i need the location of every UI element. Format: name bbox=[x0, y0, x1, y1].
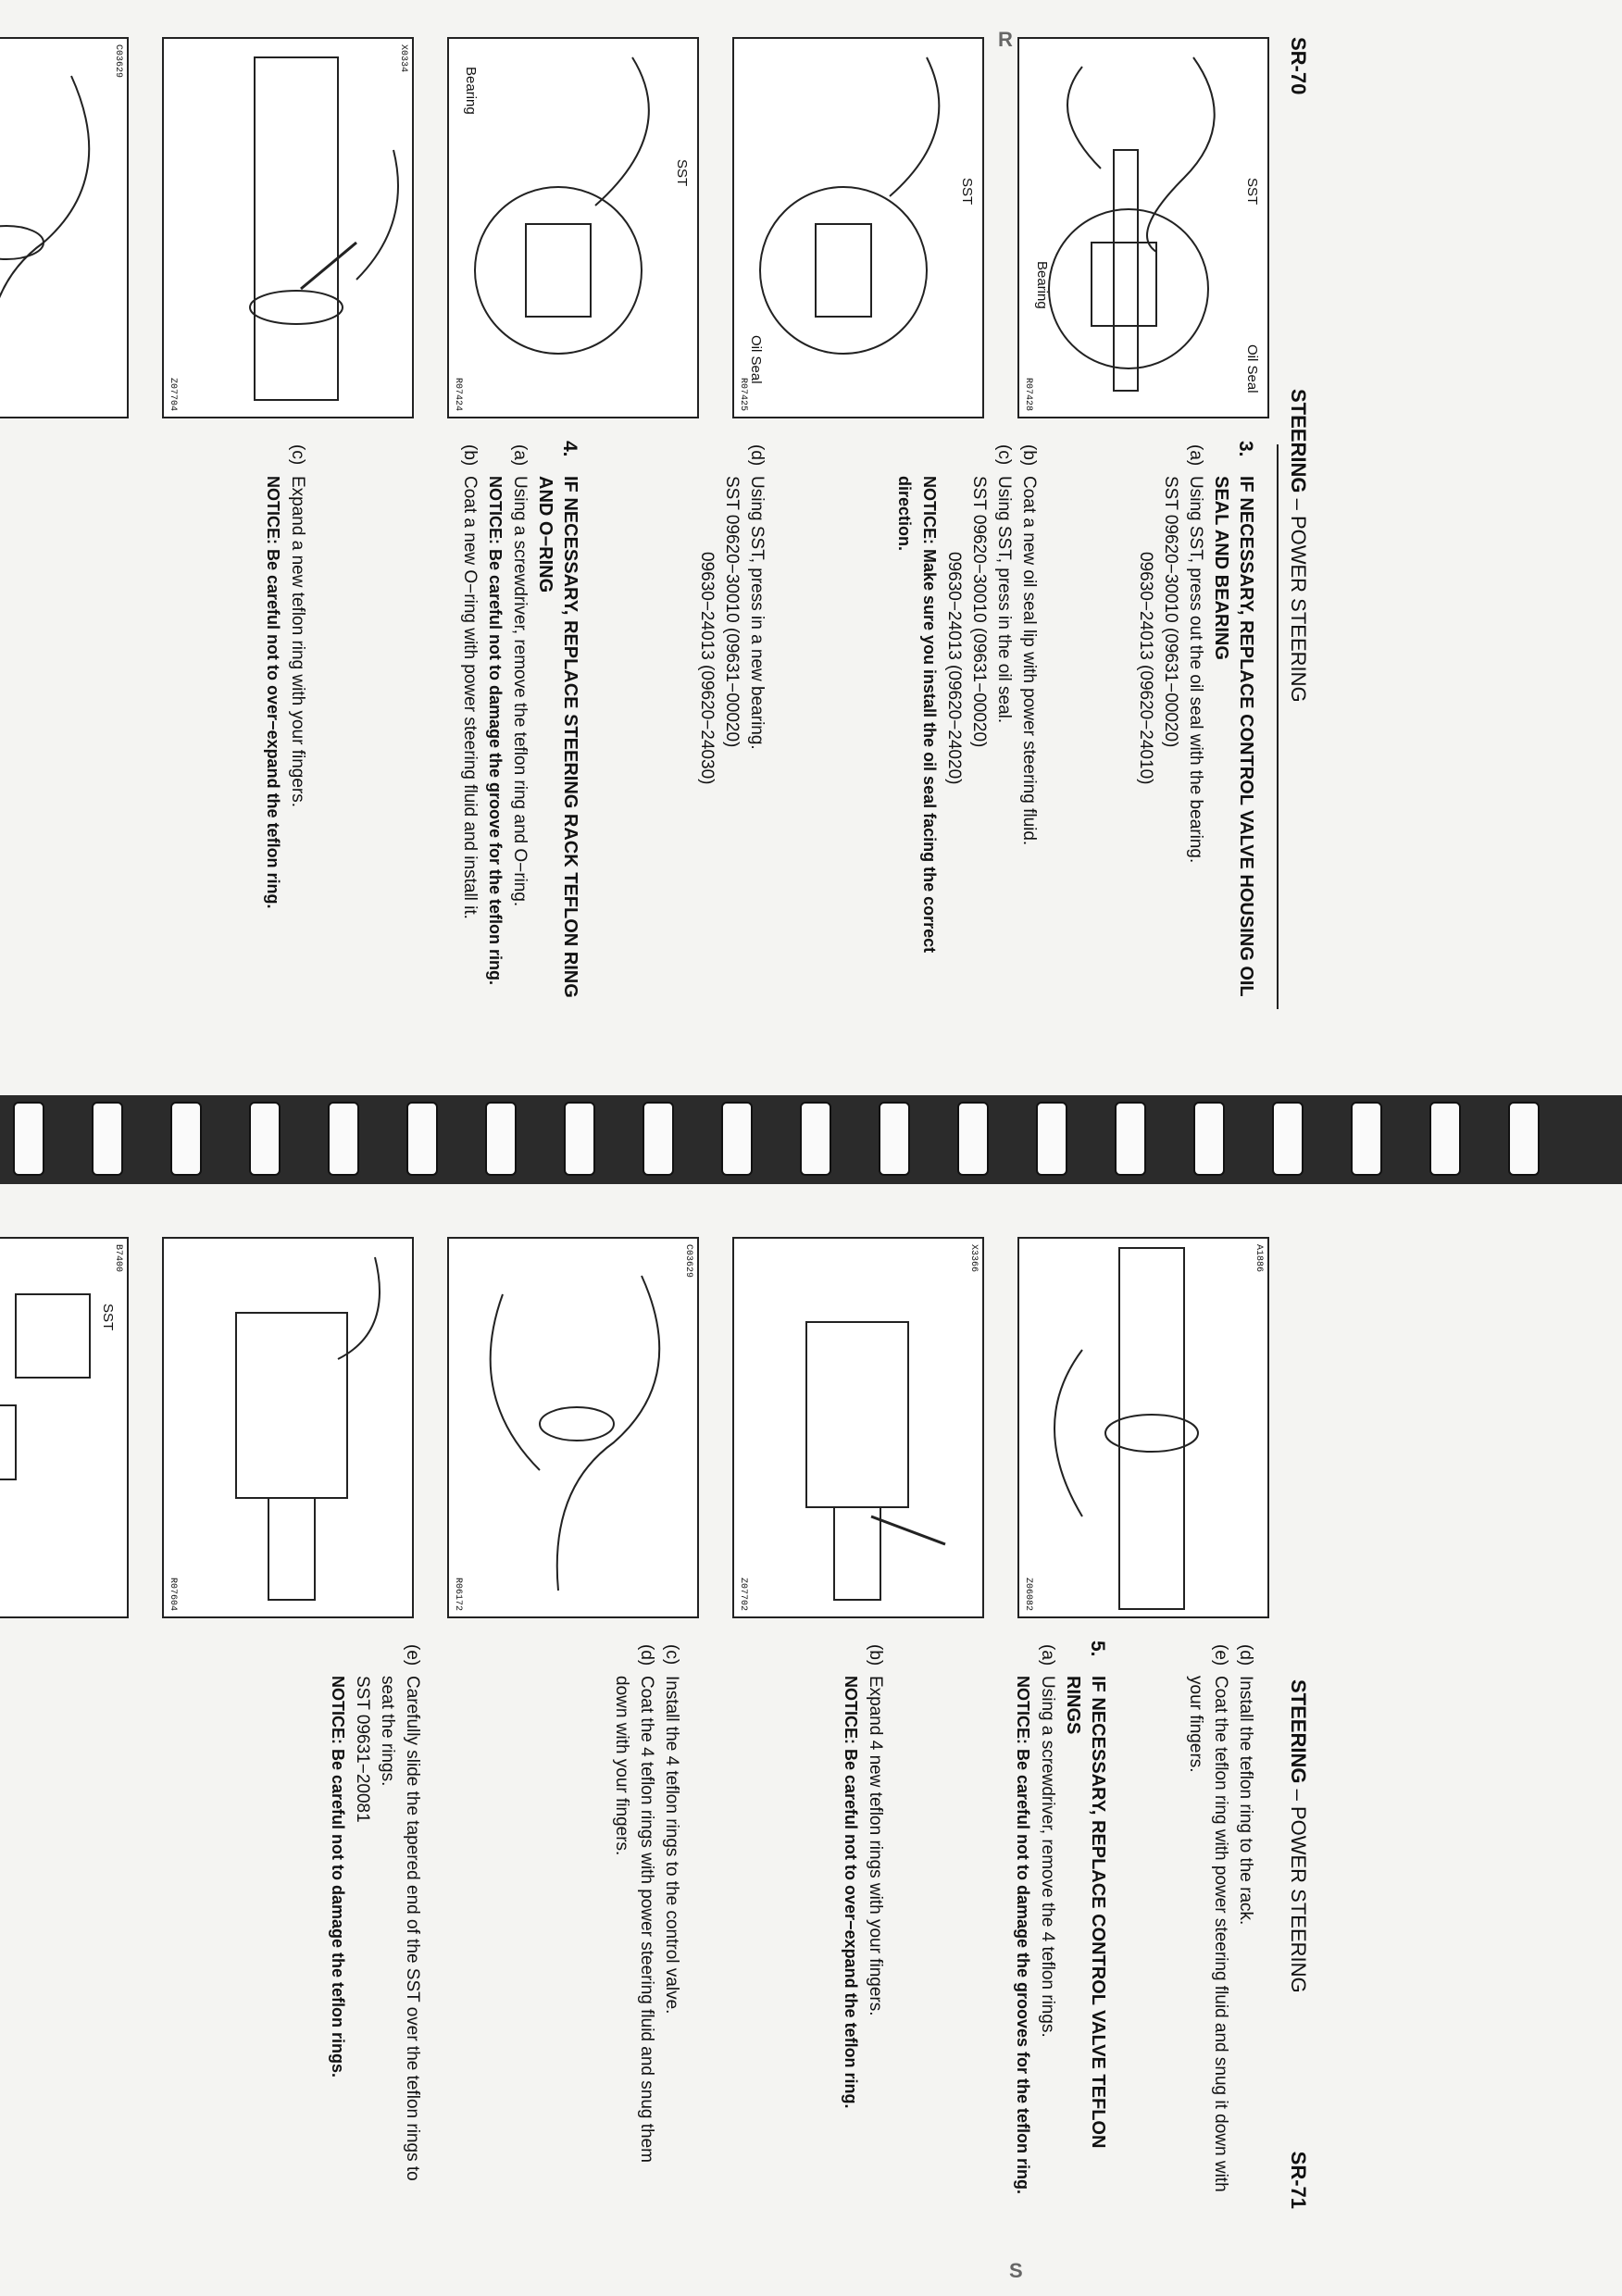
label-sst: SST bbox=[674, 159, 690, 187]
figure-code: Z07704 bbox=[168, 377, 178, 411]
binding-ring bbox=[92, 1102, 123, 1176]
page-number: SR-71 bbox=[1287, 2151, 1310, 2209]
binding-ring bbox=[1508, 1102, 1540, 1176]
step-item: (b) Coat a new O−ring with power steering fluid and install it. bbox=[460, 444, 480, 919]
figure-code: R07604 bbox=[168, 1577, 178, 1611]
binding-ring bbox=[800, 1102, 831, 1176]
step-heading: IF NECESSARY, REPLACE STEERING RACK TEFLON RING AND O−RING bbox=[535, 476, 580, 998]
binding-ring bbox=[485, 1102, 517, 1176]
binding-ring bbox=[1036, 1102, 1067, 1176]
figure-sst-seat-rings bbox=[0, 1237, 129, 1618]
margin-mark-top: R bbox=[998, 28, 1013, 51]
step-item: (d) Install the teflon ring to the rack. bbox=[1236, 1644, 1255, 1926]
step-5 bbox=[1010, 1642, 1110, 2209]
sst-line: SST 09620−30010 (09631−00020) bbox=[969, 476, 989, 748]
step-number: 3. bbox=[1235, 441, 1256, 457]
step-number: 5. bbox=[1087, 1641, 1108, 1657]
step-4-continued bbox=[1183, 1642, 1258, 2209]
binding-ring bbox=[721, 1102, 753, 1176]
label-sst: SST bbox=[1244, 178, 1260, 206]
binding-ring bbox=[1272, 1102, 1304, 1176]
page-header bbox=[1282, 1237, 1310, 2209]
step-item: (e) Carefully slide the tapered end of the SST over the teflon rings to seat the rings. bbox=[378, 1644, 422, 2181]
notice: NOTICE: Be careful not to damage the groove for the teflon ring. bbox=[486, 476, 505, 986]
section-title: STEERING – POWER STEERING bbox=[1287, 1679, 1310, 1993]
binding-ring bbox=[170, 1102, 202, 1176]
step-5-c-d bbox=[609, 1642, 684, 2209]
figure-code: Z06082 bbox=[1023, 1577, 1033, 1611]
figure-code: A1886 bbox=[1254, 1244, 1264, 1273]
step-item: (a) Using a screwdriver, remove the teflon ring and O−ring. bbox=[510, 444, 530, 907]
figure-code: Z07702 bbox=[738, 1577, 748, 1611]
sst-line: SST 09620−30010 (09631−00020) bbox=[722, 476, 742, 748]
binding-ring bbox=[1115, 1102, 1146, 1176]
figure-code: C03629 bbox=[113, 44, 123, 79]
step-heading: IF NECESSARY, REPLACE CONTROL VALVE HOUSING OIL SEAL AND BEARING bbox=[1211, 476, 1256, 997]
margin-mark-bottom: S bbox=[1009, 2259, 1023, 2282]
label-oil-seal: Oil Seal bbox=[1244, 344, 1260, 393]
step-number: 4. bbox=[559, 441, 580, 457]
step-5-b bbox=[838, 1642, 888, 2209]
step-item: (d) Coat the 4 teflon rings with power steering fluid and snug them down with your fingers. bbox=[612, 1644, 656, 2163]
figure-column bbox=[0, 1237, 1269, 1616]
binding-ring bbox=[879, 1102, 910, 1176]
binding-ring bbox=[249, 1102, 281, 1176]
figure-code: B7400 bbox=[113, 1244, 123, 1273]
figure-code: R07425 bbox=[738, 377, 748, 411]
figure-bearing-install bbox=[447, 37, 699, 418]
step-item: (e) Coat the teflon ring with power steering fluid and snug it down with your fingers. bbox=[1186, 1644, 1230, 2192]
page-header bbox=[1282, 37, 1310, 1009]
step-item: (b) Coat a new oil seal lip with power steering fluid. bbox=[1019, 444, 1039, 846]
header-rule bbox=[1277, 444, 1279, 1009]
step-item: (b) Expand 4 new teflon rings with your fingers. bbox=[866, 1644, 885, 2016]
sst-line: 09630−24013 (09620−24010) bbox=[1136, 552, 1155, 785]
figure-code: R07428 bbox=[1023, 377, 1033, 411]
figure-code: X0334 bbox=[398, 44, 408, 73]
step-4 bbox=[457, 443, 582, 1009]
section-title: STEERING – POWER STEERING bbox=[1287, 389, 1310, 703]
figure-column bbox=[0, 37, 1269, 417]
figure-code: R06172 bbox=[453, 1577, 463, 1611]
figure-oil-seal-removal bbox=[1017, 37, 1269, 418]
binding-ring bbox=[564, 1102, 595, 1176]
step-item: (a) Using a screwdriver, remove the 4 teflon rings. bbox=[1038, 1644, 1057, 2038]
binding-ring bbox=[13, 1102, 44, 1176]
label-sst: SST bbox=[959, 178, 975, 206]
figure-teflon-ring-rack bbox=[1017, 1237, 1269, 1618]
notice: NOTICE: Make sure you install the oil seal facing the correct direction. bbox=[895, 476, 939, 954]
step-item: (c) Install the 4 teflon rings to the control valve. bbox=[662, 1644, 681, 2015]
page-sr71 bbox=[0, 1200, 1334, 2246]
step-item: (c) Expand a new teflon ring with your fingers. bbox=[288, 444, 307, 808]
sst-line: SST 09620−30010 (09631−00020) bbox=[1161, 476, 1180, 748]
notice: NOTICE: Be careful not to over−expand the teflon ring. bbox=[842, 1676, 860, 2109]
notice: NOTICE: Be careful not to damage the grooves for the teflon ring. bbox=[1014, 1676, 1032, 2195]
step-5-e bbox=[325, 1642, 425, 2209]
binding-ring bbox=[328, 1102, 359, 1176]
step-3-d bbox=[694, 443, 769, 1009]
binding-ring bbox=[1193, 1102, 1225, 1176]
sst-line: 09630−24013 (09620−24020) bbox=[944, 552, 964, 785]
figure-control-valve-rings-removal bbox=[732, 1237, 984, 1618]
notice: NOTICE: Be careful not to over−expand the teflon ring. bbox=[264, 476, 282, 909]
step-item: (c) Using SST, press in the oil seal. bbox=[994, 444, 1014, 724]
figure-code: C03629 bbox=[683, 1244, 693, 1279]
step-4-c bbox=[260, 443, 310, 1009]
step-item: (d) Using SST, press in a new bearing. bbox=[747, 444, 767, 750]
sst-line: SST 09631−20081 bbox=[353, 1676, 372, 1823]
step-item: (a) Using SST, press out the oil seal with the bearing. bbox=[1186, 444, 1205, 864]
label-bearing: Bearing bbox=[463, 67, 479, 115]
figure-teflon-ring-removal bbox=[162, 37, 414, 418]
page-number: SR-70 bbox=[1287, 37, 1310, 95]
step-heading: IF NECESSARY, REPLACE CONTROL VALVE TEFLON RINGS bbox=[1063, 1676, 1108, 2149]
binding-ring bbox=[406, 1102, 438, 1176]
page-sr70 bbox=[0, 0, 1334, 1046]
step-3-b-c bbox=[892, 443, 1042, 1009]
binding-ring bbox=[643, 1102, 674, 1176]
step-3 bbox=[1133, 443, 1258, 1009]
binding-ring bbox=[957, 1102, 989, 1176]
binding-ring bbox=[1429, 1102, 1461, 1176]
label-bearing: Bearing bbox=[1034, 261, 1050, 309]
sst-line: 09630−24013 (09620−24030) bbox=[697, 552, 717, 785]
notice: NOTICE: Be careful not to damage the teflon rings. bbox=[329, 1676, 347, 2078]
figure-expand-rings bbox=[447, 1237, 699, 1618]
figure-oil-seal-install bbox=[732, 37, 984, 418]
label-sst: SST bbox=[100, 1304, 116, 1331]
figure-install-rings bbox=[162, 1237, 414, 1618]
figure-code: R07424 bbox=[453, 377, 463, 411]
figure-code: X3366 bbox=[968, 1244, 979, 1273]
figure-expand-teflon-ring bbox=[0, 37, 129, 418]
binding-ring bbox=[1351, 1102, 1382, 1176]
label-oil-seal: Oil Seal bbox=[748, 335, 764, 384]
